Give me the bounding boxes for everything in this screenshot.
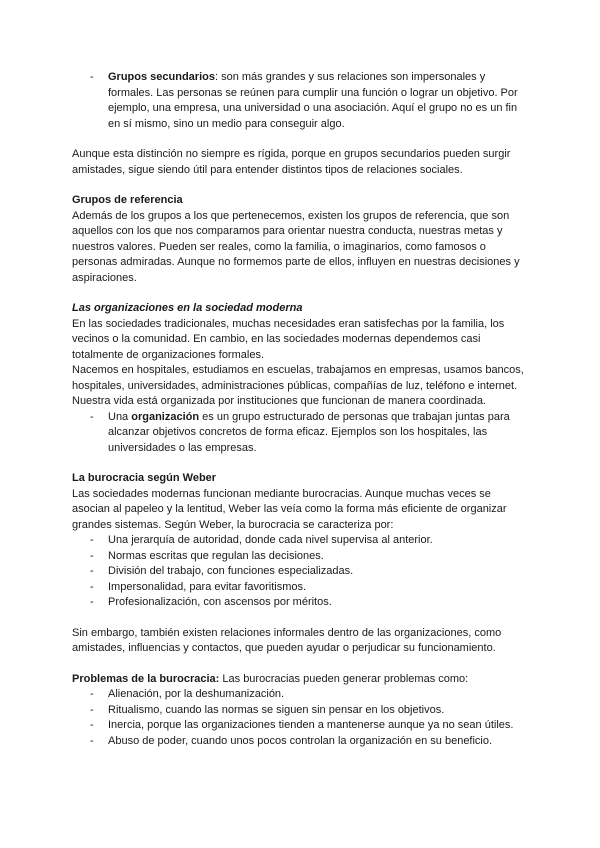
list-item-text: Abuso de poder, cuando unos pocos controlan la organización en su beneficio. (108, 734, 493, 747)
bullet-dash: - (90, 688, 94, 700)
bullet-dash: - (90, 734, 94, 747)
list-item (72, 549, 530, 565)
heading-organizaciones: Las organizaciones en la sociedad moderna (72, 302, 303, 314)
list-item (72, 580, 530, 596)
list-item (72, 734, 530, 750)
list-item-text: División del trabajo, con funciones especializadas. (108, 565, 354, 577)
list-item-text: Una jerarquía de autoridad, donde cada nivel supervisa al anterior. (108, 534, 433, 546)
paragraph-organizaciones-1: En las sociedades tradicionales, muchas necesidades eran satisfechas por la familia, los vecinos o la comunidad. En cambio, en las sociedades modernas dependemos casi totalmente de organizaciones formales. (72, 317, 505, 361)
heading-burocracia-weber: La burocracia según Weber (72, 472, 217, 484)
org-text-post: es un grupo estructurado de personas que trabajan juntas para alcanzar objetivos concretos de forma eficaz. Ejemplos son los hospitales, las universidades o las empresas. (108, 410, 510, 454)
list-item (72, 564, 530, 580)
bullet-dash: - (90, 596, 94, 608)
list-item-text: Normas escritas que regulan las decisiones. (108, 549, 324, 562)
list-item (72, 533, 530, 549)
list-item (72, 687, 530, 703)
list-item-text: Alienación, por la deshumanización. (108, 688, 285, 700)
bullet-dash: - (90, 549, 94, 562)
list-item-text: Impersonalidad, para evitar favoritismos. (108, 580, 307, 593)
list-item (72, 70, 530, 132)
bullet-dash: - (90, 71, 94, 83)
bullet-dash: - (90, 580, 94, 593)
list-item (72, 703, 530, 719)
list-item-text: Inercia, porque las organizaciones tienden a mantenerse aunque ya no sean útiles. (108, 719, 514, 731)
bullet-dash: - (90, 719, 94, 731)
list-item (72, 595, 530, 611)
bullet-dash: - (90, 410, 94, 423)
paragraph-problemas (72, 672, 530, 688)
weber-characteristics-list (72, 533, 530, 611)
list-item (72, 410, 530, 457)
paragraph-burocracia: Las sociedades modernas funcionan mediante burocracias. Aunque muchas veces se asocian al papeleo y la lentitud, Weber las veía como la forma más eficiente de organizar grandes sistemas. Según Weber, la burocracia se caracteriza por: (72, 487, 507, 531)
paragraph-organizaciones-2: Nacemos en hospitales, estudiamos en escuelas, trabajamos en empresas, usamos bancos, hospitales, universidades, administraciones públicas, compañías de luz, teléfono e internet. Nuestra vida está organizada por instituciones que funcionan de manera coordinada. (72, 364, 524, 407)
paragraph-referencia: Además de los grupos a los que pertenecemos, existen los grupos de referencia, que son aquellos con los que nos comparamos para orientar nuestra conducta, nuestras metas y nuestros valores. Pueden ser reales, como la familia, o imaginarios, como famosos o personas admiradas. Aunque no formemos parte de ellos, influyen en nuestras decisiones y aspiraciones. (72, 209, 520, 284)
secondary-groups-list (72, 70, 530, 132)
org-text-pre: Una (108, 410, 132, 423)
term-organizacion: organización (131, 410, 200, 423)
bullet-dash: - (90, 565, 94, 577)
problemas-intro: Las burocracias pueden generar problemas como: (219, 672, 469, 685)
heading-problemas-burocracia: Problemas de la burocracia: (72, 672, 220, 685)
list-item-text: Profesionalización, con ascensos por méritos. (108, 596, 332, 608)
heading-grupos-referencia: Grupos de referencia (72, 194, 183, 206)
paragraph-distincion: Aunque esta distinción no siempre es rígida, porque en grupos secundarios pueden surgir amistades, sigue siendo útil para entender distintos tipos de relaciones sociales. (72, 148, 511, 176)
organization-list (72, 410, 530, 457)
term-grupos-secundarios: Grupos secundarios (108, 71, 215, 83)
bullet-dash: - (90, 534, 94, 546)
problems-list (72, 687, 530, 749)
list-item-text: Ritualismo, cuando las normas se siguen sin pensar en los objetivos. (108, 703, 445, 716)
bullet-dash: - (90, 703, 94, 716)
paragraph-informales: Sin embargo, también existen relaciones informales dentro de las organizaciones, como amistades, influencias y contactos, que pueden ayudar o perjudicar su funcionamiento. (72, 626, 502, 654)
secondary-groups-text: : son más grandes y sus relaciones son impersonales y formales. Las personas se reúnen para cumplir una función o lograr un objetivo. Por ejemplo, una empresa, una universidad o una asociación. Aquí el grupo no es un fin en sí mismo, sino un medio para conseguir algo. (108, 71, 518, 130)
list-item (72, 718, 530, 734)
